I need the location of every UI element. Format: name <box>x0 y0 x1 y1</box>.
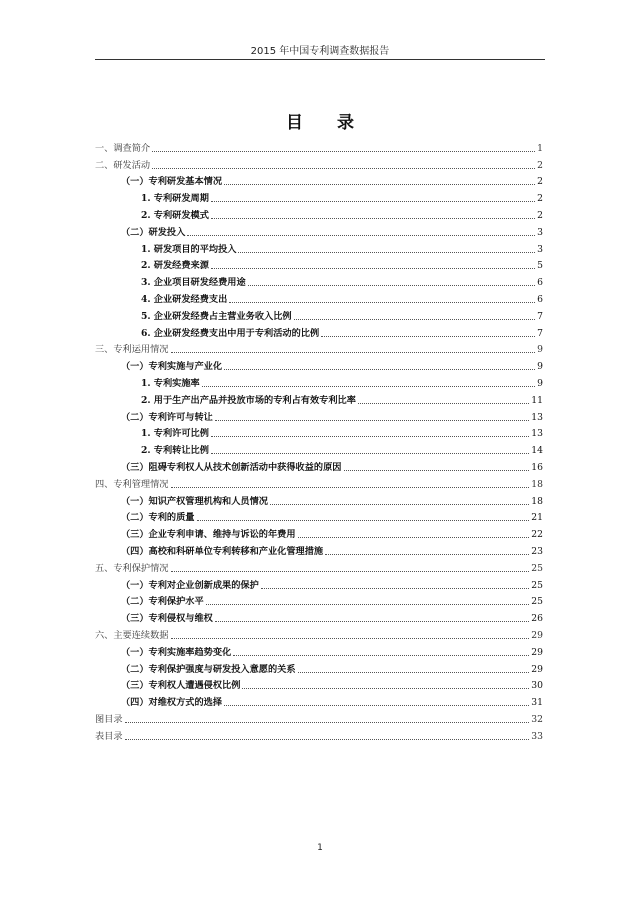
toc-dot-leader <box>248 284 535 286</box>
toc-dot-leader <box>229 301 535 303</box>
toc-entry[interactable] <box>95 255 543 272</box>
toc-dot-leader <box>224 368 535 370</box>
toc-entry-page: 9 <box>537 377 543 389</box>
toc-entry-label: （一）专利实施与产业化 <box>121 361 223 373</box>
toc-dot-leader <box>171 351 536 353</box>
toc-entry-page: 3 <box>537 243 543 255</box>
toc-entry[interactable] <box>95 658 543 675</box>
toc-entry[interactable] <box>95 154 543 171</box>
toc-entry-page: 21 <box>531 512 543 524</box>
toc-entry-page: 13 <box>531 428 543 440</box>
toc-entry-page: 29 <box>531 629 543 641</box>
toc-entry[interactable] <box>95 355 543 372</box>
toc-entry[interactable] <box>95 708 543 725</box>
toc-entry-label: （二）专利保护水平 <box>121 596 204 608</box>
toc-entry-page: 2 <box>537 159 543 171</box>
toc-entry[interactable] <box>95 675 543 692</box>
toc-dot-leader <box>152 167 535 169</box>
toc-entry[interactable] <box>95 339 543 356</box>
toc-entry[interactable] <box>95 557 543 574</box>
toc-dot-leader <box>215 620 529 622</box>
toc-entry-page: 31 <box>531 697 543 709</box>
toc-entry[interactable] <box>95 322 543 339</box>
toc-entry-page: 33 <box>531 730 543 742</box>
toc-entry-label: 4. 企业研发经费支出 <box>141 293 228 305</box>
toc-dot-leader <box>202 385 535 387</box>
toc-entry-label: （三）专利权人遭遇侵权比例 <box>121 680 241 692</box>
toc-entry-page: 22 <box>531 529 543 541</box>
toc-entry-label: 图目录 <box>95 713 123 725</box>
toc-entry[interactable] <box>95 641 543 658</box>
toc-entry[interactable] <box>95 624 543 641</box>
toc-entry-label: （一）知识产权管理机构和人员情况 <box>121 495 268 507</box>
toc-entry[interactable] <box>95 439 543 456</box>
toc-entry-page: 7 <box>537 310 543 322</box>
toc-entry[interactable] <box>95 523 543 540</box>
toc-dot-leader <box>206 603 530 605</box>
toc-dot-leader <box>294 318 536 320</box>
toc-entry-label: 1. 专利研发周期 <box>141 193 209 205</box>
toc-entry-label: 3. 企业项目研发经费用途 <box>141 277 246 289</box>
toc-entry-label: 1. 专利许可比例 <box>141 428 209 440</box>
toc-dot-leader <box>298 536 530 538</box>
toc-entry[interactable] <box>95 691 543 708</box>
toc-dot-leader <box>211 200 535 202</box>
toc-dot-leader <box>152 150 535 152</box>
toc-dot-leader <box>238 251 535 253</box>
toc-entry[interactable] <box>95 238 543 255</box>
toc-entry-label: （三）阻碍专利权人从技术创新活动中获得收益的原因 <box>121 461 342 473</box>
toc-entry-page: 18 <box>531 495 543 507</box>
toc-entry-label: 1. 专利实施率 <box>141 377 200 389</box>
header-rule <box>95 59 545 60</box>
toc-dot-leader <box>224 183 535 185</box>
toc-entry-page: 5 <box>537 260 543 272</box>
toc-entry-page: 23 <box>531 545 543 557</box>
toc-entry-page: 32 <box>531 713 543 725</box>
toc-entry-label: （四）高校和科研单位专利转移和产业化管理措施 <box>121 545 324 557</box>
toc-entry-page: 2 <box>537 193 543 205</box>
toc-dot-leader <box>358 402 529 404</box>
toc-entry[interactable] <box>95 372 543 389</box>
toc-dot-leader <box>171 637 530 639</box>
toc-entry-label: （四）对维权方式的选择 <box>121 697 223 709</box>
toc-entry-label: 一、调查简介 <box>95 142 151 154</box>
toc-entry-page: 13 <box>531 411 543 423</box>
toc-dot-leader <box>298 671 530 673</box>
toc-entry-page: 16 <box>531 461 543 473</box>
toc-dot-leader <box>211 452 529 454</box>
toc-dot-leader <box>215 419 529 421</box>
toc-dot-leader <box>125 738 530 740</box>
toc-entry-label: （三）企业专利申请、维持与诉讼的年费用 <box>121 529 296 541</box>
toc-entry-page: 26 <box>531 613 543 625</box>
toc-entry-label: （二）研发投入 <box>121 226 186 238</box>
toc-entry-label: 2. 研发经费来源 <box>141 260 209 272</box>
toc-entry-label: （一）专利研发基本情况 <box>121 176 223 188</box>
toc-entry-label: 6. 企业研发经费支出中用于专利活动的比例 <box>141 327 320 339</box>
toc-entry[interactable] <box>95 591 543 608</box>
toc-entry-page: 6 <box>537 293 543 305</box>
toc-entry[interactable] <box>95 288 543 305</box>
toc-entry-label: 表目录 <box>95 730 123 742</box>
toc-entry[interactable] <box>95 187 543 204</box>
toc-entry-label: 三、专利运用情况 <box>95 344 169 356</box>
toc-entry-page: 9 <box>537 344 543 356</box>
toc-entry-page: 25 <box>531 579 543 591</box>
toc-dot-leader <box>270 503 529 505</box>
toc-dot-leader <box>321 335 535 337</box>
toc-dot-leader <box>325 553 529 555</box>
toc-entry[interactable] <box>95 389 543 406</box>
toc-title: 目 录 <box>286 113 368 133</box>
toc-entry-page: 11 <box>531 394 543 406</box>
toc-dot-leader <box>233 654 529 656</box>
toc-dot-leader <box>211 435 529 437</box>
toc-entry-page: 1 <box>537 142 543 154</box>
toc-entry-page: 2 <box>537 176 543 188</box>
toc-entry[interactable] <box>95 271 543 288</box>
toc-dot-leader <box>344 469 530 471</box>
toc-entry-label: 2. 专利转让比例 <box>141 445 209 457</box>
toc-entry[interactable] <box>95 221 543 238</box>
toc-entry[interactable] <box>95 507 543 524</box>
toc-entry-page: 14 <box>531 445 543 457</box>
toc-entry-page: 29 <box>531 646 543 658</box>
toc-entry-page: 9 <box>537 361 543 373</box>
toc-entry-label: （一）专利实施率趋势变化 <box>121 646 232 658</box>
toc-entry-label: （一）专利对企业创新成果的保护 <box>121 579 259 591</box>
toc-dot-leader <box>211 267 535 269</box>
toc-entry-page: 29 <box>531 663 543 675</box>
toc-entry[interactable] <box>95 204 543 221</box>
toc-entry-page: 30 <box>531 680 543 692</box>
toc-entry[interactable] <box>95 423 543 440</box>
toc-entry-label: （二）专利保护强度与研发投入意愿的关系 <box>121 663 296 675</box>
toc-entry-label: 二、研发活动 <box>95 159 151 171</box>
toc-entry[interactable] <box>95 456 543 473</box>
toc-entry-label: 5. 企业研发经费占主营业务收入比例 <box>141 310 292 322</box>
toc-entry-label: 五、专利保护情况 <box>95 562 169 574</box>
toc-entry[interactable] <box>95 406 543 423</box>
table-of-contents <box>95 137 543 742</box>
toc-entry[interactable] <box>95 473 543 490</box>
toc-dot-leader <box>261 587 529 589</box>
toc-dot-leader <box>224 704 529 706</box>
running-header: 2015 年中国专利调查数据报告 <box>250 46 390 57</box>
toc-entry-label: 1. 研发项目的平均投入 <box>141 243 237 255</box>
toc-entry-label: 六、主要连续数据 <box>95 629 169 641</box>
toc-entry[interactable] <box>95 171 543 188</box>
toc-dot-leader <box>187 234 535 236</box>
toc-entry[interactable] <box>95 607 543 624</box>
toc-entry-page: 7 <box>537 327 543 339</box>
page-number: 1 <box>317 843 323 853</box>
toc-dot-leader <box>125 721 530 723</box>
toc-entry[interactable] <box>95 305 543 322</box>
toc-entry[interactable] <box>95 490 543 507</box>
toc-entry-label: （三）专利侵权与维权 <box>121 613 213 625</box>
toc-entry-page: 2 <box>537 209 543 221</box>
toc-dot-leader <box>197 519 530 521</box>
toc-entry-page: 18 <box>531 478 543 490</box>
toc-entry[interactable] <box>95 725 543 742</box>
toc-entry[interactable] <box>95 137 543 154</box>
toc-entry-label: 2. 用于生产出产品并投放市场的专利占有效专利比率 <box>141 394 356 406</box>
toc-entry-label: （二）专利的质量 <box>121 512 195 524</box>
toc-entry-label: 四、专利管理情况 <box>95 478 169 490</box>
toc-entry[interactable] <box>95 574 543 591</box>
toc-entry-page: 25 <box>531 596 543 608</box>
toc-dot-leader <box>171 486 530 488</box>
toc-entry-label: 2. 专利研发模式 <box>141 209 209 221</box>
toc-dot-leader <box>242 687 529 689</box>
toc-entry-label: （二）专利许可与转让 <box>121 411 213 423</box>
toc-entry-page: 25 <box>531 562 543 574</box>
toc-entry-page: 3 <box>537 226 543 238</box>
toc-entry[interactable] <box>95 540 543 557</box>
toc-entry-page: 6 <box>537 277 543 289</box>
toc-dot-leader <box>171 570 530 572</box>
toc-dot-leader <box>211 217 535 219</box>
